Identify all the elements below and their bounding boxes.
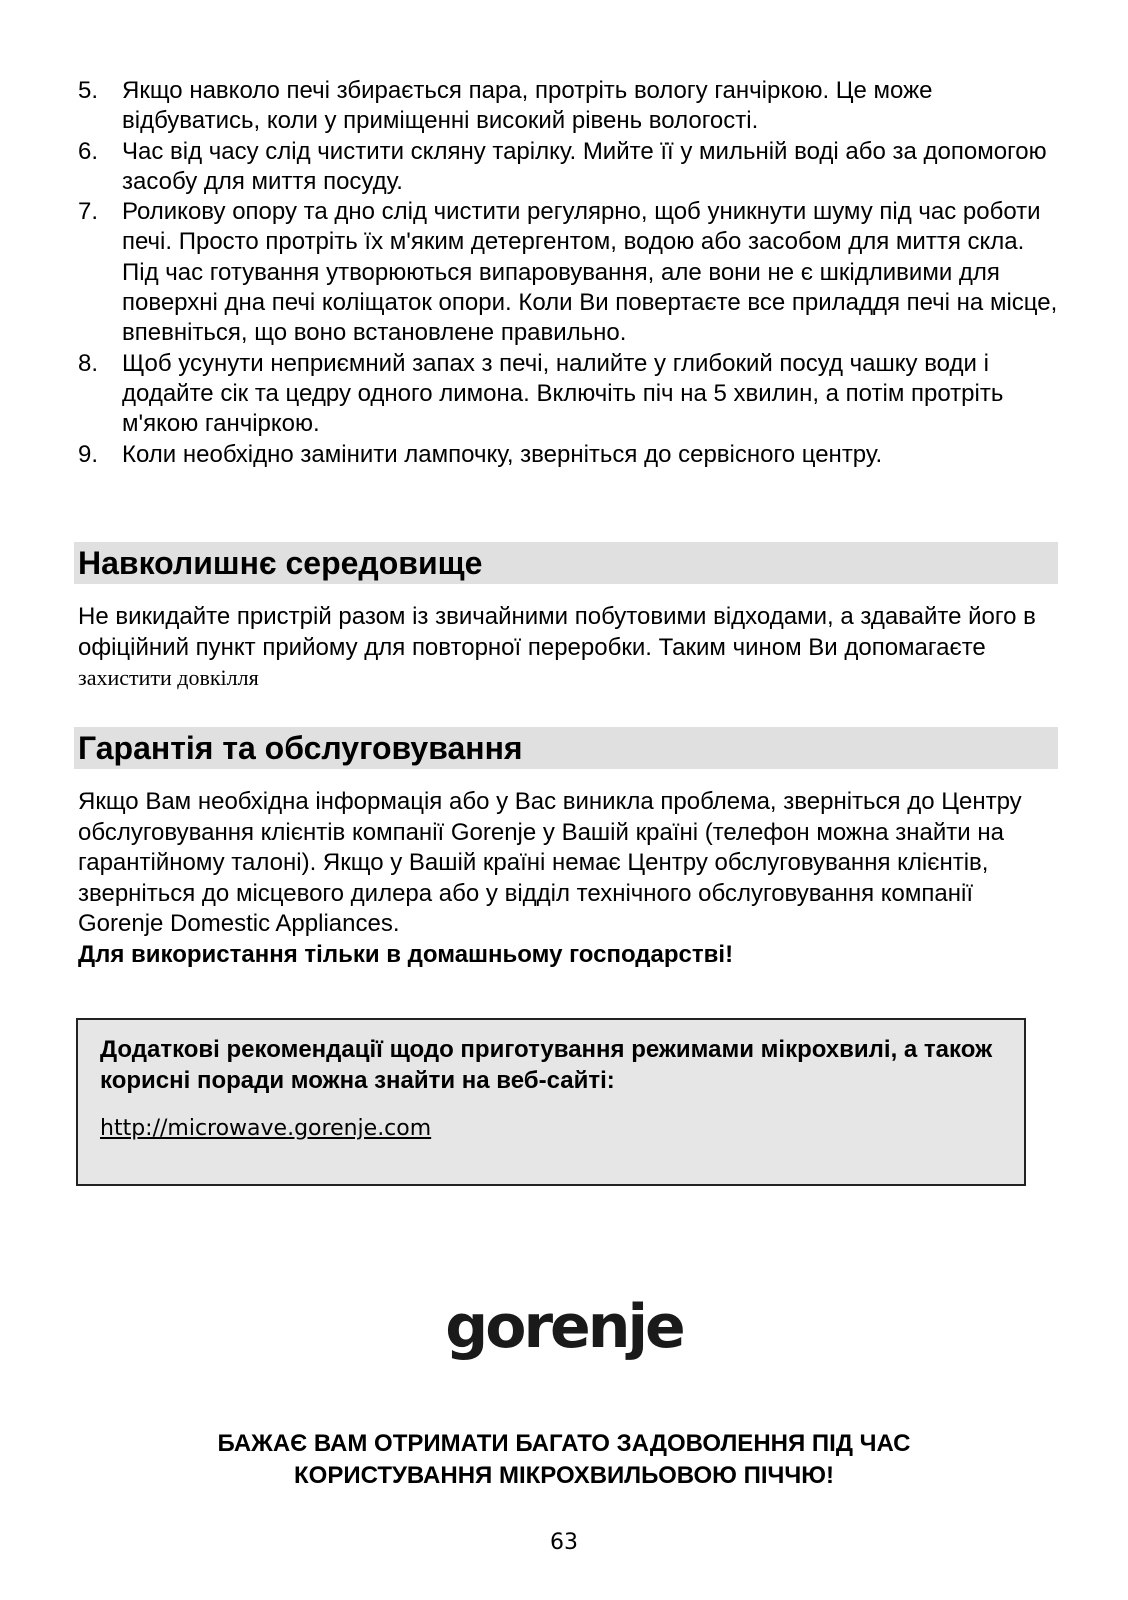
list-item-text: Роликову опору та дно слід чистити регулярно, щоб уникнути шуму під час роботи печі. Просто протріть їх м'яким детергентом, водою або засобом для миття скла. Під час готування утворюються випаровування, але вони не є шкідливими для поверхні дна печі коліщаток опори. Коли Ви повертаєте все приладдя печі на місце, впевніться, що воно встановлене правильно. (122, 198, 1058, 347)
environment-text-tail: захистити довкілля (78, 665, 259, 690)
list-item (78, 137, 1058, 198)
page-number: 63 (550, 1530, 578, 1555)
list-item-text: Коли необхідно замінити лампочку, зверніться до сервісного центру. (122, 440, 883, 468)
list-item-number: 5. (78, 77, 99, 104)
list-item-text: Час від часу слід чистити скляну тарілку. Мийте її у мильній воді або за допомогою засобу для миття посуду. (122, 137, 1047, 195)
warranty-text: Якщо Вам необхідна інформація або у Вас виникла проблема, зверніться до Центру обслуговування клієнтів компанії Gorenje у Вашій країні (телефон можна знайти на гарантійному талоні). Якщо у Вашій країні немає Центру обслуговування клієнтів, зверніться до місцевого дилера або у відділ технічного обслуговування компанії Gorenje Domestic Appliances. (78, 788, 1022, 937)
cleaning-instructions-list (78, 76, 1058, 470)
list-item-number: 8. (78, 349, 99, 377)
list-item-number: 9. (78, 440, 99, 468)
environment-paragraph (78, 602, 1058, 694)
environment-text: Не викидайте пристрій разом із звичайними побутовими відходами, а здавайте його в офіційний пункт прийому для повторної переробки. Таким чином Ви допомагаєте (78, 603, 1036, 661)
gorenje-logo: gorenje (445, 1292, 683, 1362)
list-item-text: Якщо навколо печі збирається пара, протріть вологу ганчіркою. Це може відбуватись, коли у приміщенні високий рівень вологості. (122, 77, 933, 135)
info-box-title: Додаткові рекомендації щодо приготування режимами мікрохвилі, а також корисні поради можна знайти на веб-сайті: (100, 1036, 993, 1094)
warranty-paragraph (78, 787, 1058, 970)
website-info-box (76, 1018, 1026, 1186)
list-item (78, 440, 1058, 470)
warranty-heading: Гарантія та обслуговування (74, 727, 1058, 769)
closing-line-2: КОРИСТУВАННЯ МІКРОХВИЛЬОВОЮ ПІЧЧЮ! (294, 1462, 834, 1489)
closing-message (0, 1428, 1128, 1492)
list-item-number: 7. (78, 198, 99, 226)
closing-line-1: БАЖАЄ ВАМ ОТРИМАТИ БАГАТО ЗАДОВОЛЕННЯ ПІД ЧАС (217, 1430, 911, 1457)
list-item (78, 76, 1058, 137)
environment-heading: Навколишнє середовище (74, 542, 1058, 584)
list-item (78, 349, 1058, 440)
list-item-number: 6. (78, 137, 99, 165)
website-link[interactable]: http://microwave.gorenje.com (100, 1116, 432, 1141)
household-use-note: Для використання тільки в домашньому господарстві! (78, 940, 734, 968)
list-item-text: Щоб усунути неприємний запах з печі, налийте у глибокий посуд чашку води і додайте сік та цедру одного лимона. Включіть піч на 5 хвилин, а потім протріть м'якою ганчіркою. (122, 349, 1004, 438)
list-item (78, 197, 1058, 348)
